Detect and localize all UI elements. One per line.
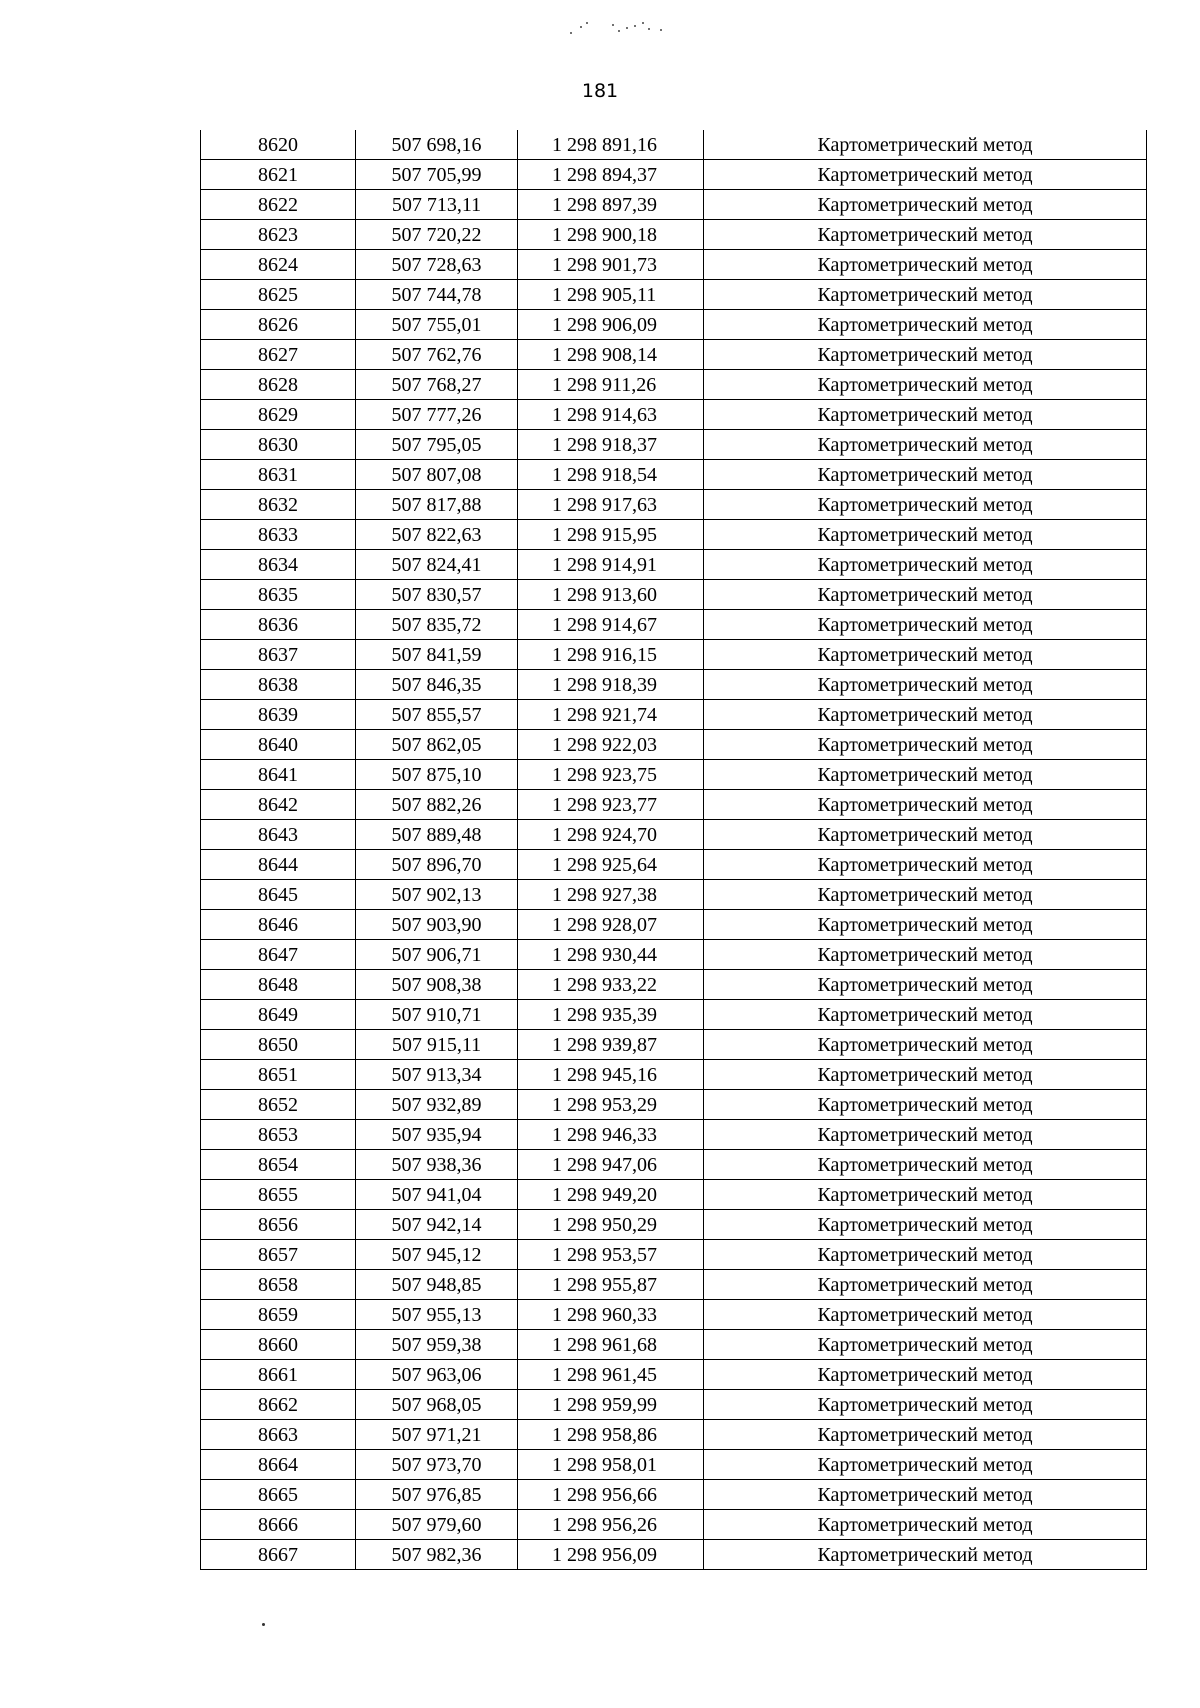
x-coordinate-cell: 507 955,13 [356, 1300, 518, 1330]
point-number-cell: 8628 [201, 370, 356, 400]
table-row [201, 1000, 1147, 1030]
y-coordinate-cell: 1 298 891,16 [518, 130, 704, 160]
point-number-cell: 8662 [201, 1390, 356, 1420]
y-coordinate-cell: 1 298 915,95 [518, 520, 704, 550]
method-cell: Картометрический метод [704, 1120, 1147, 1150]
method-cell: Картометрический метод [704, 400, 1147, 430]
point-number-cell: 8640 [201, 730, 356, 760]
y-coordinate-cell: 1 298 930,44 [518, 940, 704, 970]
table-row [201, 580, 1147, 610]
point-number-cell: 8620 [201, 130, 356, 160]
x-coordinate-cell: 507 755,01 [356, 310, 518, 340]
method-cell: Картометрический метод [704, 640, 1147, 670]
x-coordinate-cell: 507 913,34 [356, 1060, 518, 1090]
method-cell: Картометрический метод [704, 970, 1147, 1000]
y-coordinate-cell: 1 298 958,01 [518, 1450, 704, 1480]
table-row [201, 760, 1147, 790]
y-coordinate-cell: 1 298 946,33 [518, 1120, 704, 1150]
method-cell: Картометрический метод [704, 700, 1147, 730]
x-coordinate-cell: 507 720,22 [356, 220, 518, 250]
table-row [201, 1300, 1147, 1330]
x-coordinate-cell: 507 910,71 [356, 1000, 518, 1030]
method-cell: Картометрический метод [704, 340, 1147, 370]
x-coordinate-cell: 507 903,90 [356, 910, 518, 940]
y-coordinate-cell: 1 298 908,14 [518, 340, 704, 370]
x-coordinate-cell: 507 882,26 [356, 790, 518, 820]
y-coordinate-cell: 1 298 961,45 [518, 1360, 704, 1390]
x-coordinate-cell: 507 908,38 [356, 970, 518, 1000]
table-row [201, 1420, 1147, 1450]
table-row [201, 430, 1147, 460]
table-row [201, 790, 1147, 820]
table-row [201, 340, 1147, 370]
x-coordinate-cell: 507 932,89 [356, 1090, 518, 1120]
table-row [201, 730, 1147, 760]
y-coordinate-cell: 1 298 914,63 [518, 400, 704, 430]
x-coordinate-cell: 507 830,57 [356, 580, 518, 610]
x-coordinate-cell: 507 698,16 [356, 130, 518, 160]
point-number-cell: 8647 [201, 940, 356, 970]
x-coordinate-cell: 507 762,76 [356, 340, 518, 370]
method-cell: Картометрический метод [704, 670, 1147, 700]
y-coordinate-cell: 1 298 933,22 [518, 970, 704, 1000]
method-cell: Картометрический метод [704, 790, 1147, 820]
x-coordinate-cell: 507 835,72 [356, 610, 518, 640]
y-coordinate-cell: 1 298 923,77 [518, 790, 704, 820]
table-row [201, 130, 1147, 160]
table-row [201, 550, 1147, 580]
method-cell: Картометрический метод [704, 460, 1147, 490]
point-number-cell: 8656 [201, 1210, 356, 1240]
table-row [201, 370, 1147, 400]
table-row [201, 1510, 1147, 1540]
table-row [201, 670, 1147, 700]
x-coordinate-cell: 507 817,88 [356, 490, 518, 520]
point-number-cell: 8641 [201, 760, 356, 790]
point-number-cell: 8652 [201, 1090, 356, 1120]
x-coordinate-cell: 507 968,05 [356, 1390, 518, 1420]
x-coordinate-cell: 507 906,71 [356, 940, 518, 970]
y-coordinate-cell: 1 298 956,66 [518, 1480, 704, 1510]
point-number-cell: 8622 [201, 190, 356, 220]
point-number-cell: 8645 [201, 880, 356, 910]
point-number-cell: 8623 [201, 220, 356, 250]
coordinates-table [200, 130, 1147, 1570]
point-number-cell: 8667 [201, 1540, 356, 1570]
point-number-cell: 8665 [201, 1480, 356, 1510]
y-coordinate-cell: 1 298 950,29 [518, 1210, 704, 1240]
method-cell: Картометрический метод [704, 730, 1147, 760]
y-coordinate-cell: 1 298 922,03 [518, 730, 704, 760]
y-coordinate-cell: 1 298 921,74 [518, 700, 704, 730]
table-row [201, 640, 1147, 670]
point-number-cell: 8629 [201, 400, 356, 430]
method-cell: Картометрический метод [704, 130, 1147, 160]
y-coordinate-cell: 1 298 901,73 [518, 250, 704, 280]
method-cell: Картометрический метод [704, 250, 1147, 280]
table-row [201, 880, 1147, 910]
point-number-cell: 8661 [201, 1360, 356, 1390]
y-coordinate-cell: 1 298 914,67 [518, 610, 704, 640]
x-coordinate-cell: 507 705,99 [356, 160, 518, 190]
method-cell: Картометрический метод [704, 1300, 1147, 1330]
y-coordinate-cell: 1 298 956,26 [518, 1510, 704, 1540]
y-coordinate-cell: 1 298 914,91 [518, 550, 704, 580]
table-row [201, 1240, 1147, 1270]
x-coordinate-cell: 507 807,08 [356, 460, 518, 490]
y-coordinate-cell: 1 298 953,29 [518, 1090, 704, 1120]
scan-speck [262, 1623, 265, 1626]
table-row [201, 700, 1147, 730]
x-coordinate-cell: 507 935,94 [356, 1120, 518, 1150]
method-cell: Картометрический метод [704, 940, 1147, 970]
table-row [201, 1120, 1147, 1150]
table-row [201, 310, 1147, 340]
point-number-cell: 8635 [201, 580, 356, 610]
y-coordinate-cell: 1 298 956,09 [518, 1540, 704, 1570]
page-number: 181 [581, 80, 619, 102]
method-cell: Картометрический метод [704, 1360, 1147, 1390]
method-cell: Картометрический метод [704, 1030, 1147, 1060]
method-cell: Картометрический метод [704, 820, 1147, 850]
x-coordinate-cell: 507 841,59 [356, 640, 518, 670]
x-coordinate-cell: 507 846,35 [356, 670, 518, 700]
y-coordinate-cell: 1 298 958,86 [518, 1420, 704, 1450]
method-cell: Картометрический метод [704, 1240, 1147, 1270]
x-coordinate-cell: 507 942,14 [356, 1210, 518, 1240]
x-coordinate-cell: 507 889,48 [356, 820, 518, 850]
point-number-cell: 8631 [201, 460, 356, 490]
x-coordinate-cell: 507 713,11 [356, 190, 518, 220]
point-number-cell: 8626 [201, 310, 356, 340]
method-cell: Картометрический метод [704, 1150, 1147, 1180]
x-coordinate-cell: 507 945,12 [356, 1240, 518, 1270]
x-coordinate-cell: 507 824,41 [356, 550, 518, 580]
point-number-cell: 8639 [201, 700, 356, 730]
y-coordinate-cell: 1 298 955,87 [518, 1270, 704, 1300]
table-row [201, 1450, 1147, 1480]
point-number-cell: 8655 [201, 1180, 356, 1210]
x-coordinate-cell: 507 973,70 [356, 1450, 518, 1480]
y-coordinate-cell: 1 298 927,38 [518, 880, 704, 910]
y-coordinate-cell: 1 298 918,37 [518, 430, 704, 460]
table-row [201, 220, 1147, 250]
x-coordinate-cell: 507 963,06 [356, 1360, 518, 1390]
point-number-cell: 8638 [201, 670, 356, 700]
table-row [201, 850, 1147, 880]
y-coordinate-cell: 1 298 947,06 [518, 1150, 704, 1180]
y-coordinate-cell: 1 298 897,39 [518, 190, 704, 220]
point-number-cell: 8660 [201, 1330, 356, 1360]
point-number-cell: 8643 [201, 820, 356, 850]
table-row [201, 1330, 1147, 1360]
point-number-cell: 8634 [201, 550, 356, 580]
method-cell: Картометрический метод [704, 1390, 1147, 1420]
y-coordinate-cell: 1 298 906,09 [518, 310, 704, 340]
y-coordinate-cell: 1 298 959,99 [518, 1390, 704, 1420]
method-cell: Картометрический метод [704, 1090, 1147, 1120]
point-number-cell: 8650 [201, 1030, 356, 1060]
x-coordinate-cell: 507 896,70 [356, 850, 518, 880]
table-row [201, 1480, 1147, 1510]
method-cell: Картометрический метод [704, 1540, 1147, 1570]
method-cell: Картометрический метод [704, 190, 1147, 220]
method-cell: Картометрический метод [704, 520, 1147, 550]
table-row [201, 1360, 1147, 1390]
point-number-cell: 8658 [201, 1270, 356, 1300]
point-number-cell: 8659 [201, 1300, 356, 1330]
point-number-cell: 8653 [201, 1120, 356, 1150]
y-coordinate-cell: 1 298 900,18 [518, 220, 704, 250]
method-cell: Картометрический метод [704, 850, 1147, 880]
method-cell: Картометрический метод [704, 550, 1147, 580]
x-coordinate-cell: 507 822,63 [356, 520, 518, 550]
method-cell: Картометрический метод [704, 1450, 1147, 1480]
point-number-cell: 8666 [201, 1510, 356, 1540]
point-number-cell: 8657 [201, 1240, 356, 1270]
y-coordinate-cell: 1 298 961,68 [518, 1330, 704, 1360]
method-cell: Картометрический метод [704, 910, 1147, 940]
x-coordinate-cell: 507 777,26 [356, 400, 518, 430]
table-row [201, 610, 1147, 640]
scan-specks [568, 18, 678, 38]
method-cell: Картометрический метод [704, 880, 1147, 910]
y-coordinate-cell: 1 298 928,07 [518, 910, 704, 940]
y-coordinate-cell: 1 298 923,75 [518, 760, 704, 790]
x-coordinate-cell: 507 941,04 [356, 1180, 518, 1210]
y-coordinate-cell: 1 298 935,39 [518, 1000, 704, 1030]
point-number-cell: 8654 [201, 1150, 356, 1180]
method-cell: Картометрический метод [704, 490, 1147, 520]
y-coordinate-cell: 1 298 949,20 [518, 1180, 704, 1210]
point-number-cell: 8664 [201, 1450, 356, 1480]
point-number-cell: 8648 [201, 970, 356, 1000]
table-row [201, 1180, 1147, 1210]
y-coordinate-cell: 1 298 925,64 [518, 850, 704, 880]
table-row [201, 160, 1147, 190]
method-cell: Картометрический метод [704, 1480, 1147, 1510]
method-cell: Картометрический метод [704, 280, 1147, 310]
x-coordinate-cell: 507 948,85 [356, 1270, 518, 1300]
point-number-cell: 8625 [201, 280, 356, 310]
point-number-cell: 8627 [201, 340, 356, 370]
table-row [201, 460, 1147, 490]
y-coordinate-cell: 1 298 953,57 [518, 1240, 704, 1270]
table-row [201, 1060, 1147, 1090]
x-coordinate-cell: 507 795,05 [356, 430, 518, 460]
x-coordinate-cell: 507 971,21 [356, 1420, 518, 1450]
method-cell: Картометрический метод [704, 160, 1147, 190]
y-coordinate-cell: 1 298 918,39 [518, 670, 704, 700]
table-row [201, 190, 1147, 220]
x-coordinate-cell: 507 728,63 [356, 250, 518, 280]
method-cell: Картометрический метод [704, 1000, 1147, 1030]
x-coordinate-cell: 507 959,38 [356, 1330, 518, 1360]
x-coordinate-cell: 507 902,13 [356, 880, 518, 910]
table-row [201, 1210, 1147, 1240]
point-number-cell: 8630 [201, 430, 356, 460]
method-cell: Картометрический метод [704, 1510, 1147, 1540]
y-coordinate-cell: 1 298 918,54 [518, 460, 704, 490]
x-coordinate-cell: 507 855,57 [356, 700, 518, 730]
method-cell: Картометрический метод [704, 310, 1147, 340]
x-coordinate-cell: 507 938,36 [356, 1150, 518, 1180]
method-cell: Картометрический метод [704, 370, 1147, 400]
table-row [201, 1150, 1147, 1180]
y-coordinate-cell: 1 298 905,11 [518, 280, 704, 310]
y-coordinate-cell: 1 298 939,87 [518, 1030, 704, 1060]
table-row [201, 1540, 1147, 1570]
x-coordinate-cell: 507 982,36 [356, 1540, 518, 1570]
table-row [201, 490, 1147, 520]
method-cell: Картометрический метод [704, 1060, 1147, 1090]
point-number-cell: 8649 [201, 1000, 356, 1030]
method-cell: Картометрический метод [704, 1420, 1147, 1450]
y-coordinate-cell: 1 298 894,37 [518, 160, 704, 190]
table-row [201, 250, 1147, 280]
x-coordinate-cell: 507 976,85 [356, 1480, 518, 1510]
y-coordinate-cell: 1 298 916,15 [518, 640, 704, 670]
method-cell: Картометрический метод [704, 1180, 1147, 1210]
method-cell: Картометрический метод [704, 220, 1147, 250]
point-number-cell: 8621 [201, 160, 356, 190]
method-cell: Картометрический метод [704, 760, 1147, 790]
point-number-cell: 8636 [201, 610, 356, 640]
method-cell: Картометрический метод [704, 610, 1147, 640]
x-coordinate-cell: 507 744,78 [356, 280, 518, 310]
y-coordinate-cell: 1 298 913,60 [518, 580, 704, 610]
table-row [201, 1390, 1147, 1420]
table-row [201, 820, 1147, 850]
point-number-cell: 8637 [201, 640, 356, 670]
x-coordinate-cell: 507 875,10 [356, 760, 518, 790]
coordinates-table-body [201, 130, 1147, 1570]
point-number-cell: 8632 [201, 490, 356, 520]
table-row [201, 400, 1147, 430]
method-cell: Картометрический метод [704, 1330, 1147, 1360]
table-row [201, 910, 1147, 940]
method-cell: Картометрический метод [704, 1210, 1147, 1240]
table-row [201, 940, 1147, 970]
method-cell: Картометрический метод [704, 430, 1147, 460]
point-number-cell: 8642 [201, 790, 356, 820]
table-row [201, 970, 1147, 1000]
point-number-cell: 8651 [201, 1060, 356, 1090]
table-row [201, 1030, 1147, 1060]
table-row [201, 280, 1147, 310]
point-number-cell: 8663 [201, 1420, 356, 1450]
point-number-cell: 8646 [201, 910, 356, 940]
table-row [201, 1090, 1147, 1120]
x-coordinate-cell: 507 768,27 [356, 370, 518, 400]
point-number-cell: 8644 [201, 850, 356, 880]
x-coordinate-cell: 507 862,05 [356, 730, 518, 760]
y-coordinate-cell: 1 298 960,33 [518, 1300, 704, 1330]
y-coordinate-cell: 1 298 924,70 [518, 820, 704, 850]
method-cell: Картометрический метод [704, 580, 1147, 610]
table-row [201, 520, 1147, 550]
point-number-cell: 8633 [201, 520, 356, 550]
table-row [201, 1270, 1147, 1300]
x-coordinate-cell: 507 979,60 [356, 1510, 518, 1540]
y-coordinate-cell: 1 298 945,16 [518, 1060, 704, 1090]
point-number-cell: 8624 [201, 250, 356, 280]
y-coordinate-cell: 1 298 911,26 [518, 370, 704, 400]
y-coordinate-cell: 1 298 917,63 [518, 490, 704, 520]
x-coordinate-cell: 507 915,11 [356, 1030, 518, 1060]
method-cell: Картометрический метод [704, 1270, 1147, 1300]
